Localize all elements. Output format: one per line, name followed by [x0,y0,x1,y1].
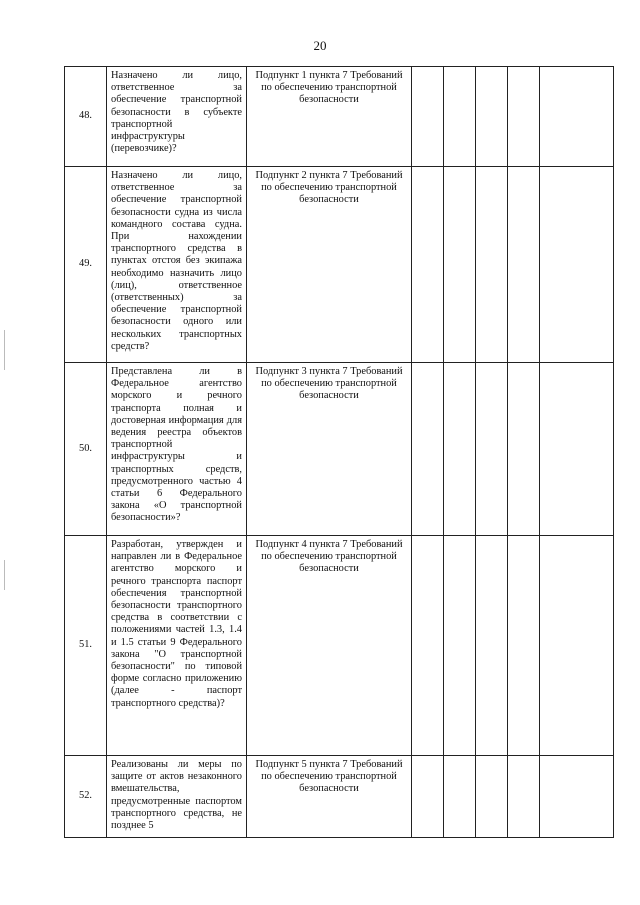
answer-cell [476,67,508,167]
row-number: 49. [65,167,107,363]
note-cell [540,67,614,167]
answer-cell [412,363,444,536]
table-row [65,167,614,363]
requirement-cell: Подпункт 2 пункта 7 Требований по обеспечению транспортной безопасности [247,167,412,363]
answer-cell [412,67,444,167]
table-row [65,536,614,756]
answer-cell [412,756,444,838]
answer-cell [476,363,508,536]
question-cell: Реализованы ли меры по защите от актов незаконного вмешательства, предусмотренные паспортом транспортного средства, не позднее 5 [107,756,247,838]
requirement-cell: Подпункт 4 пункта 7 Требований по обеспечению транспортной безопасности [247,536,412,756]
row-number: 51. [65,536,107,756]
requirement-cell: Подпункт 1 пункта 7 Требований по обеспечению транспортной безопасности [247,67,412,167]
note-cell [540,167,614,363]
answer-cell [508,167,540,363]
row-number: 52. [65,756,107,838]
answer-cell [508,67,540,167]
question-cell: Назначено ли лицо, ответственное за обеспечение транспортной безопасности судна из числа командного состава судна. При нахождении транспортного средства в пунктах отстоя без экипажа необходимо назначить лицо (лиц), ответственное (ответственных) за обеспечение транспортной безопасности одного или нескольких транспортных средств? [107,167,247,363]
table-row [65,67,614,167]
table-row [65,756,614,838]
question-cell: Представлена ли в Федеральное агентство морского и речного транспорта полная и достоверная информация для ведения реестра объектов транспортной инфраструктуры и транспортных средств, предусмотренного частью 4 статьи 6 Федерального закона «О транспортной безопасности»? [107,363,247,536]
answer-cell [508,363,540,536]
question-cell: Разработан, утвержден и направлен ли в Федеральное агентство морского и речного транспорта паспорт обеспечения транспортной безопасности транспортного средства в соответствии с положениями частей 1.3, 1.4 и 1.5 статьи 9 Федерального закона "О транспортной безопасности" по типовой форме согласно приложению (далее - паспорт транспортного средства)? [107,536,247,756]
answer-cell [508,536,540,756]
answer-cell [508,756,540,838]
answer-cell [444,536,476,756]
answer-cell [444,363,476,536]
row-number: 48. [65,67,107,167]
answer-cell [444,756,476,838]
answer-cell [444,67,476,167]
page-number: 20 [313,38,327,53]
scan-edge-mark [4,330,5,370]
row-number: 50. [65,363,107,536]
note-cell [540,756,614,838]
table-row [65,363,614,536]
answer-cell [476,167,508,363]
answer-cell [444,167,476,363]
question-cell: Назначено ли лицо, ответственное за обеспечение транспортной безопасности в субъекте транспортной инфраструктуры (перевозчике)? [107,67,247,167]
requirement-cell: Подпункт 5 пункта 7 Требований по обеспечению транспортной безопасности [247,756,412,838]
answer-cell [412,167,444,363]
scan-edge-mark [4,560,5,590]
requirement-cell: Подпункт 3 пункта 7 Требований по обеспечению транспортной безопасности [247,363,412,536]
note-cell [540,363,614,536]
answer-cell [476,536,508,756]
checklist-table [64,66,614,838]
answer-cell [476,756,508,838]
note-cell [540,536,614,756]
answer-cell [412,536,444,756]
